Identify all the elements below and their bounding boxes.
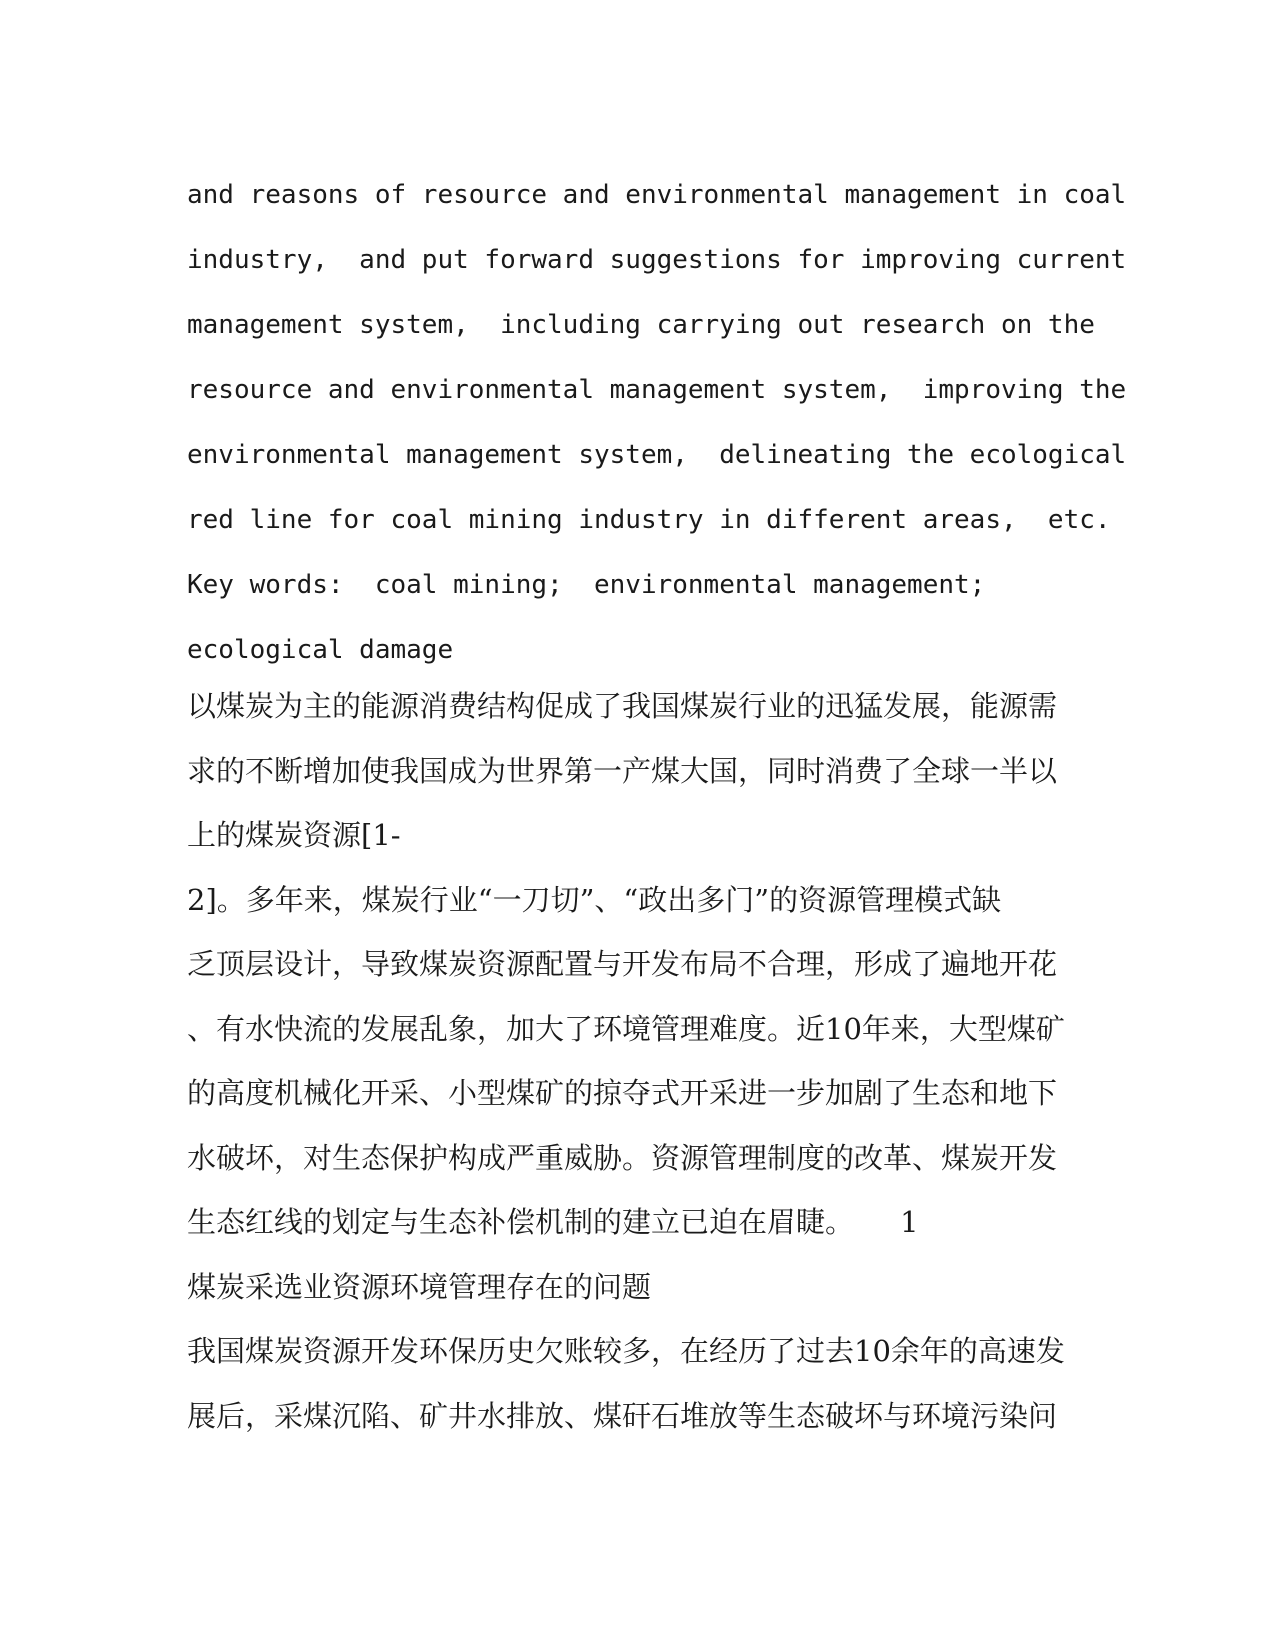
english-abstract: [187, 163, 1127, 683]
chinese-body: [187, 674, 1067, 1448]
abstract-line: environmental management system, delineating the ecological: [187, 440, 1127, 470]
body-line: 展后，采煤沉陷、矿井水排放、煤矸石堆放等生态破坏与环境污染问: [187, 1398, 1058, 1433]
body-line: 、有水快流的发展乱象，加大了环境管理难度。近10年来，大型煤矿: [187, 1011, 1065, 1046]
keywords-line: ecological damage: [187, 635, 454, 665]
body-line: 乏顶层设计，导致煤炭资源配置与开发布局不合理，形成了遍地开花: [187, 947, 1058, 981]
body-line: 求的不断增加使我国成为世界第一产煤大国，同时消费了全球一半以: [187, 753, 1058, 788]
body-line: 我国煤炭资源开发环保历史欠账较多，在经历了过去10余年的高速发: [187, 1334, 1065, 1368]
body-line: 的高度机械化开采、小型煤矿的掠夺式开采进一步加剧了生态和地下: [187, 1076, 1058, 1110]
keywords-line: Key words: coal mining; environmental management;: [187, 570, 986, 600]
abstract-line: management system, including carrying out research on the: [187, 310, 1095, 340]
body-line: 水破坏，对生态保护构成严重威胁。资源管理制度的改革、煤炭开发: [187, 1140, 1058, 1175]
abstract-line: resource and environmental management system, improving the: [187, 375, 1127, 405]
abstract-line: and reasons of resource and environmental management in coal: [187, 180, 1127, 210]
body-line: 以煤炭为主的能源消费结构促成了我国煤炭行业的迅猛发展，能源需: [187, 689, 1058, 723]
abstract-line: red line for coal mining industry in different areas, etc.: [187, 505, 1111, 535]
body-line: 生态红线的划定与生态补偿机制的建立已迫在眉睫。 1: [187, 1205, 919, 1239]
section-heading: 煤炭采选业资源环境管理存在的问题: [187, 1269, 652, 1304]
body-line: 上的煤炭资源[1-: [187, 818, 401, 852]
body-line: 2]。多年来，煤炭行业“一刀切”、“政出多门”的资源管理模式缺: [187, 882, 1002, 917]
abstract-line: industry, and put forward suggestions for improving current: [187, 245, 1127, 275]
